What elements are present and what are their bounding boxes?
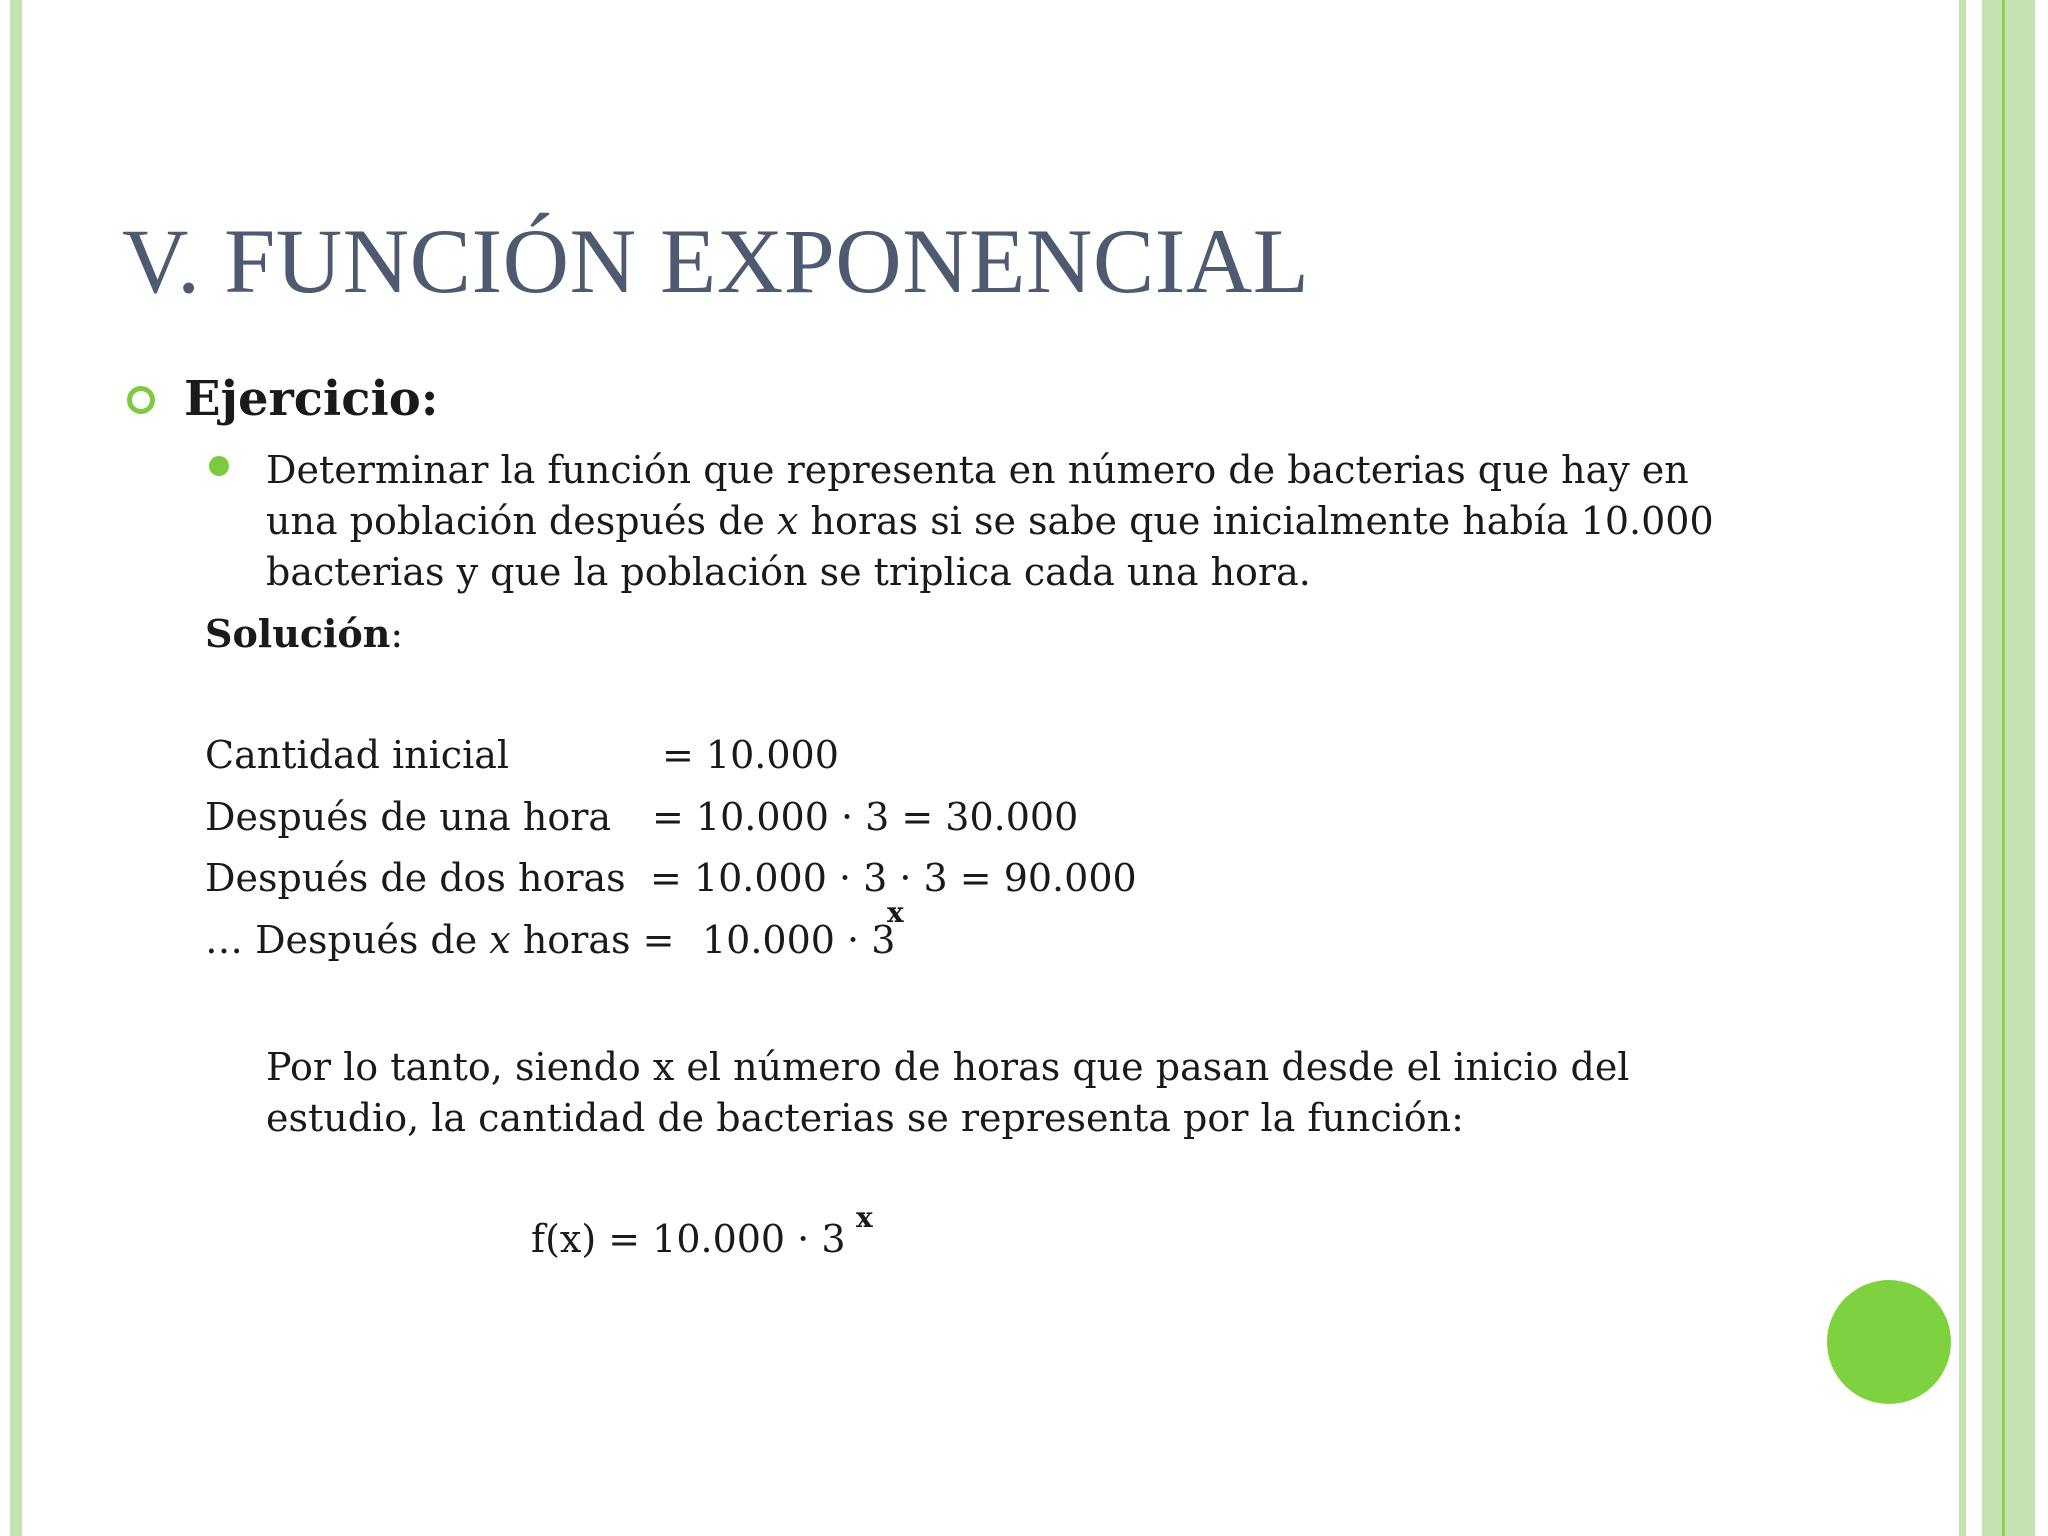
conclusion-line: estudio, la cantidad de bacterias se representa por la función: bbox=[266, 1096, 1464, 1140]
exercise-line: bacterias y que la población se triplica cada una hora. bbox=[266, 550, 1311, 594]
step-expression: = 10.000 · 3 · 3 = 90.000 bbox=[650, 856, 1137, 900]
right-decorative-stripe bbox=[1982, 0, 2002, 1536]
step-expression: 10.000 · 3 bbox=[702, 918, 896, 962]
function-exponent: x bbox=[856, 1201, 873, 1234]
step-expression: = 10.000 · 3 = 30.000 bbox=[652, 795, 1079, 839]
slide-title: V. FUNCIÓN EXPONENCIAL bbox=[122, 210, 1310, 312]
exercise-heading: Ejercicio: bbox=[184, 371, 439, 427]
exercise-line: Determinar la función que representa en número de bacterias que hay en bbox=[266, 448, 1689, 492]
exponent: x bbox=[887, 896, 904, 929]
step-expression: = 10.000 bbox=[662, 733, 839, 777]
conclusion-text bbox=[266, 1042, 1629, 1144]
ring-bullet-icon bbox=[127, 386, 155, 414]
step-label: … Después de x horas = bbox=[205, 918, 675, 962]
exercise-text bbox=[266, 445, 1714, 598]
right-decorative-stripe bbox=[1959, 0, 1966, 1536]
step-label: Cantidad inicial bbox=[205, 733, 510, 777]
step-label: Después de una hora bbox=[205, 795, 612, 839]
conclusion-line: Por lo tanto, siendo x el número de horas que pasan desde el inicio del bbox=[266, 1045, 1630, 1089]
dot-bullet-icon bbox=[209, 456, 229, 476]
left-decorative-stripe bbox=[10, 0, 22, 1536]
right-decorative-stripe bbox=[2005, 0, 2035, 1536]
decorative-green-circle bbox=[1827, 1280, 1951, 1404]
solution-label: Solución: bbox=[205, 611, 404, 656]
step-label: Después de dos horas bbox=[205, 856, 626, 900]
exercise-line: una población después de x horas si se sabe que inicialmente había 10.000 bbox=[266, 499, 1714, 543]
function-formula: f(x) = 10.000 · 3 bbox=[531, 1217, 846, 1261]
